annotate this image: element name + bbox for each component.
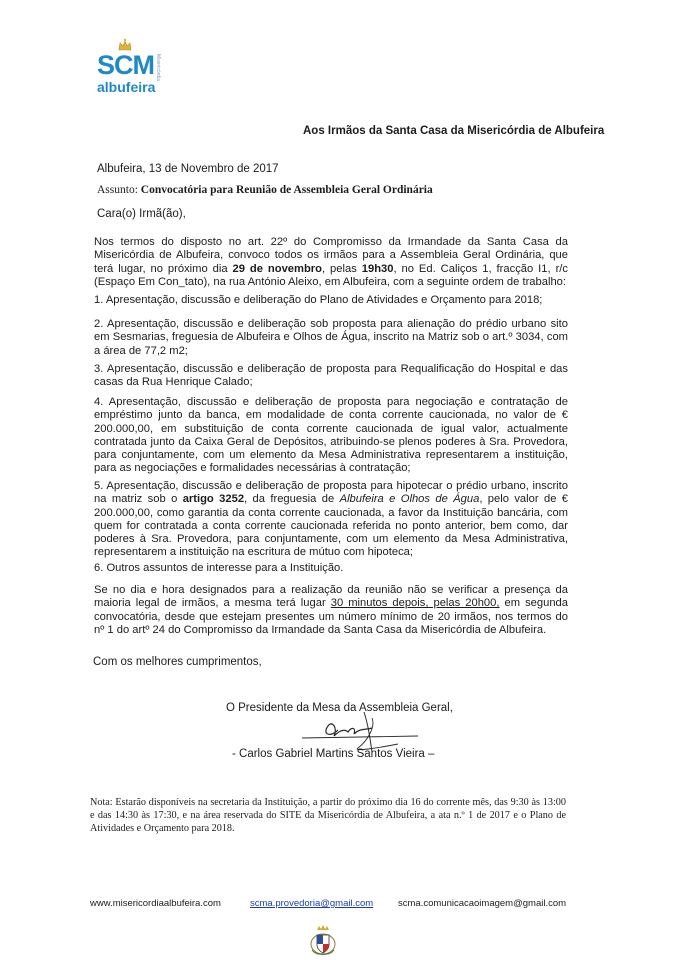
logo-main-text: SCM bbox=[97, 50, 154, 80]
recipient-line: Aos Irmãos da Santa Casa da Misericórdia de Albufeira bbox=[303, 125, 605, 137]
intro-text-e: , no Ed. Caliços 1, fracção I1, r/c (Espaço Em Con_tato), na rua António Aleixo, em Albufeira, com a seguinte ordem de trabalho: bbox=[94, 262, 568, 288]
letter-date: Albufeira, 13 de Novembro de 2017 bbox=[97, 163, 279, 175]
footer-website-link[interactable]: www.misericordiaalbufeira.com bbox=[90, 898, 221, 909]
footer-email-provedoria[interactable]: scma.provedoria@gmail.com bbox=[250, 898, 374, 909]
signatory-name: - Carlos Gabriel Martins Santos Vieira – bbox=[232, 748, 435, 760]
logo-side-text: Misericórdia bbox=[155, 54, 161, 81]
handwritten-signature bbox=[268, 708, 428, 752]
agenda-item-4: 4. Apresentação, discussão e deliberação de proposta para negociação e contratação de empréstimo junto da banca, em modalidade de conta corrente caucionada, no valor de € 200.000,00, em substituição de conta corrente caucionada de igual valor, actualmente contratada junto da Caixa Geral de Depósitos, atribuindo-se plenos poderes à Sra. Provedora, para conjuntamente, com um elemento da Mesa Administrativa representarem a instituição, para as negociações e formalidades necessárias à contratação; bbox=[94, 396, 568, 475]
subject-text: Convocatória para Reunião de Assembleia Geral Ordinária bbox=[140, 184, 433, 196]
meeting-time: 19h30 bbox=[361, 262, 394, 275]
item5-article: artigo 3252 bbox=[182, 493, 245, 506]
meeting-date: 29 de novembro bbox=[232, 262, 322, 275]
subject-label: Assunto: bbox=[97, 184, 138, 196]
coat-of-arms-icon bbox=[308, 924, 338, 958]
agenda-item-6: 6. Outros assuntos de interesse para a Instituição. bbox=[94, 562, 344, 574]
footnote: Nota: Estarão disponíveis na secretaria da Instituição, a partir do próximo dia 16 do corrente mês, das 9:30 às 13:00 e das 14:30 às 17:30, e na área reservada do SITE da Misericórdia de Albufeira, a ata n.º 1 de 2017 e o Plano de Atividades e Orçamento para 2018. bbox=[90, 797, 566, 834]
item5-text-e: , pelo valor de € 200.000,00, como garantia da conta corrente caucionada, a favor da Instituição bancária, com quem for contratada a conta corrente caucionada referida no ponto anterior, bem como, dar poderes à Sra. Provedora, para conjuntamente, com um elemento da Mesa Administrativa, representarem a instituição na escritura de mútuo com hipoteca; bbox=[94, 493, 569, 559]
intro-paragraph bbox=[94, 236, 568, 289]
scm-logo bbox=[97, 38, 167, 94]
agenda-item-3: 3. Apresentação, discussão e deliberação de proposta para Requalificação do Hospital e das casas da Rua Henrique Calado; bbox=[94, 363, 568, 389]
greeting: Cara(o) Irmã(ão), bbox=[97, 208, 186, 220]
item5-text-c: , da freguesia de bbox=[244, 493, 340, 506]
signatory-title: O Presidente da Mesa da Assembleia Geral, bbox=[226, 702, 453, 714]
letter-subject bbox=[97, 184, 433, 196]
second-call-time: 30 minutos depois, pelas 20h00, bbox=[330, 597, 500, 610]
regards: Com os melhores cumprimentos, bbox=[93, 656, 262, 668]
logo-town-text: albufeira bbox=[97, 79, 156, 95]
quorum-text-a: Se no dia e hora designados para a realização da reunião não se verificar a presença da maioria legal de irmãos, a mesma terá lugar bbox=[94, 584, 568, 610]
intro-text-c: , pelas bbox=[322, 262, 362, 275]
agenda-item-2: 2. Apresentação, discussão e deliberação sob proposta para alienação do prédio urbano sito em Sesmarias, freguesia de Albufeira e Olhos de Água, inscrito na Matriz sob o art.º 3034, com a área de 77,2 m2; bbox=[94, 318, 568, 357]
intro-text-a: Nos termos do disposto no art. 22º do Compromisso da Irmandade da Santa Casa da Misericórdia de Albufeira, convoco todos os irmãos para a Assembleia Geral Ordinária, que terá lugar, no próximo dia bbox=[94, 236, 568, 275]
item5-parish: Albufeira e Olhos de Água bbox=[339, 493, 480, 506]
footer-email-comunicacao[interactable]: scma.comunicacaoimagem@gmail.com bbox=[398, 898, 567, 909]
agenda-item-5 bbox=[94, 480, 568, 560]
quorum-paragraph bbox=[94, 584, 568, 637]
quorum-text-c: em segunda convocatória, desde que estejam presentes um número mínimo de 20 irmãos, nos termos do nº 1 do artº 24 do Compromisso da Irmandade da Santa Casa da Misericórdia de Albufeira. bbox=[94, 597, 569, 636]
item5-text-a: 5. Apresentação, discussão e deliberação de proposta para hipotecar o prédio urbano, inscrito na matriz sob o bbox=[94, 480, 568, 506]
agenda-item-1: 1. Apresentação, discussão e deliberação do Plano de Atividades e Orçamento para 2018; bbox=[94, 294, 543, 306]
